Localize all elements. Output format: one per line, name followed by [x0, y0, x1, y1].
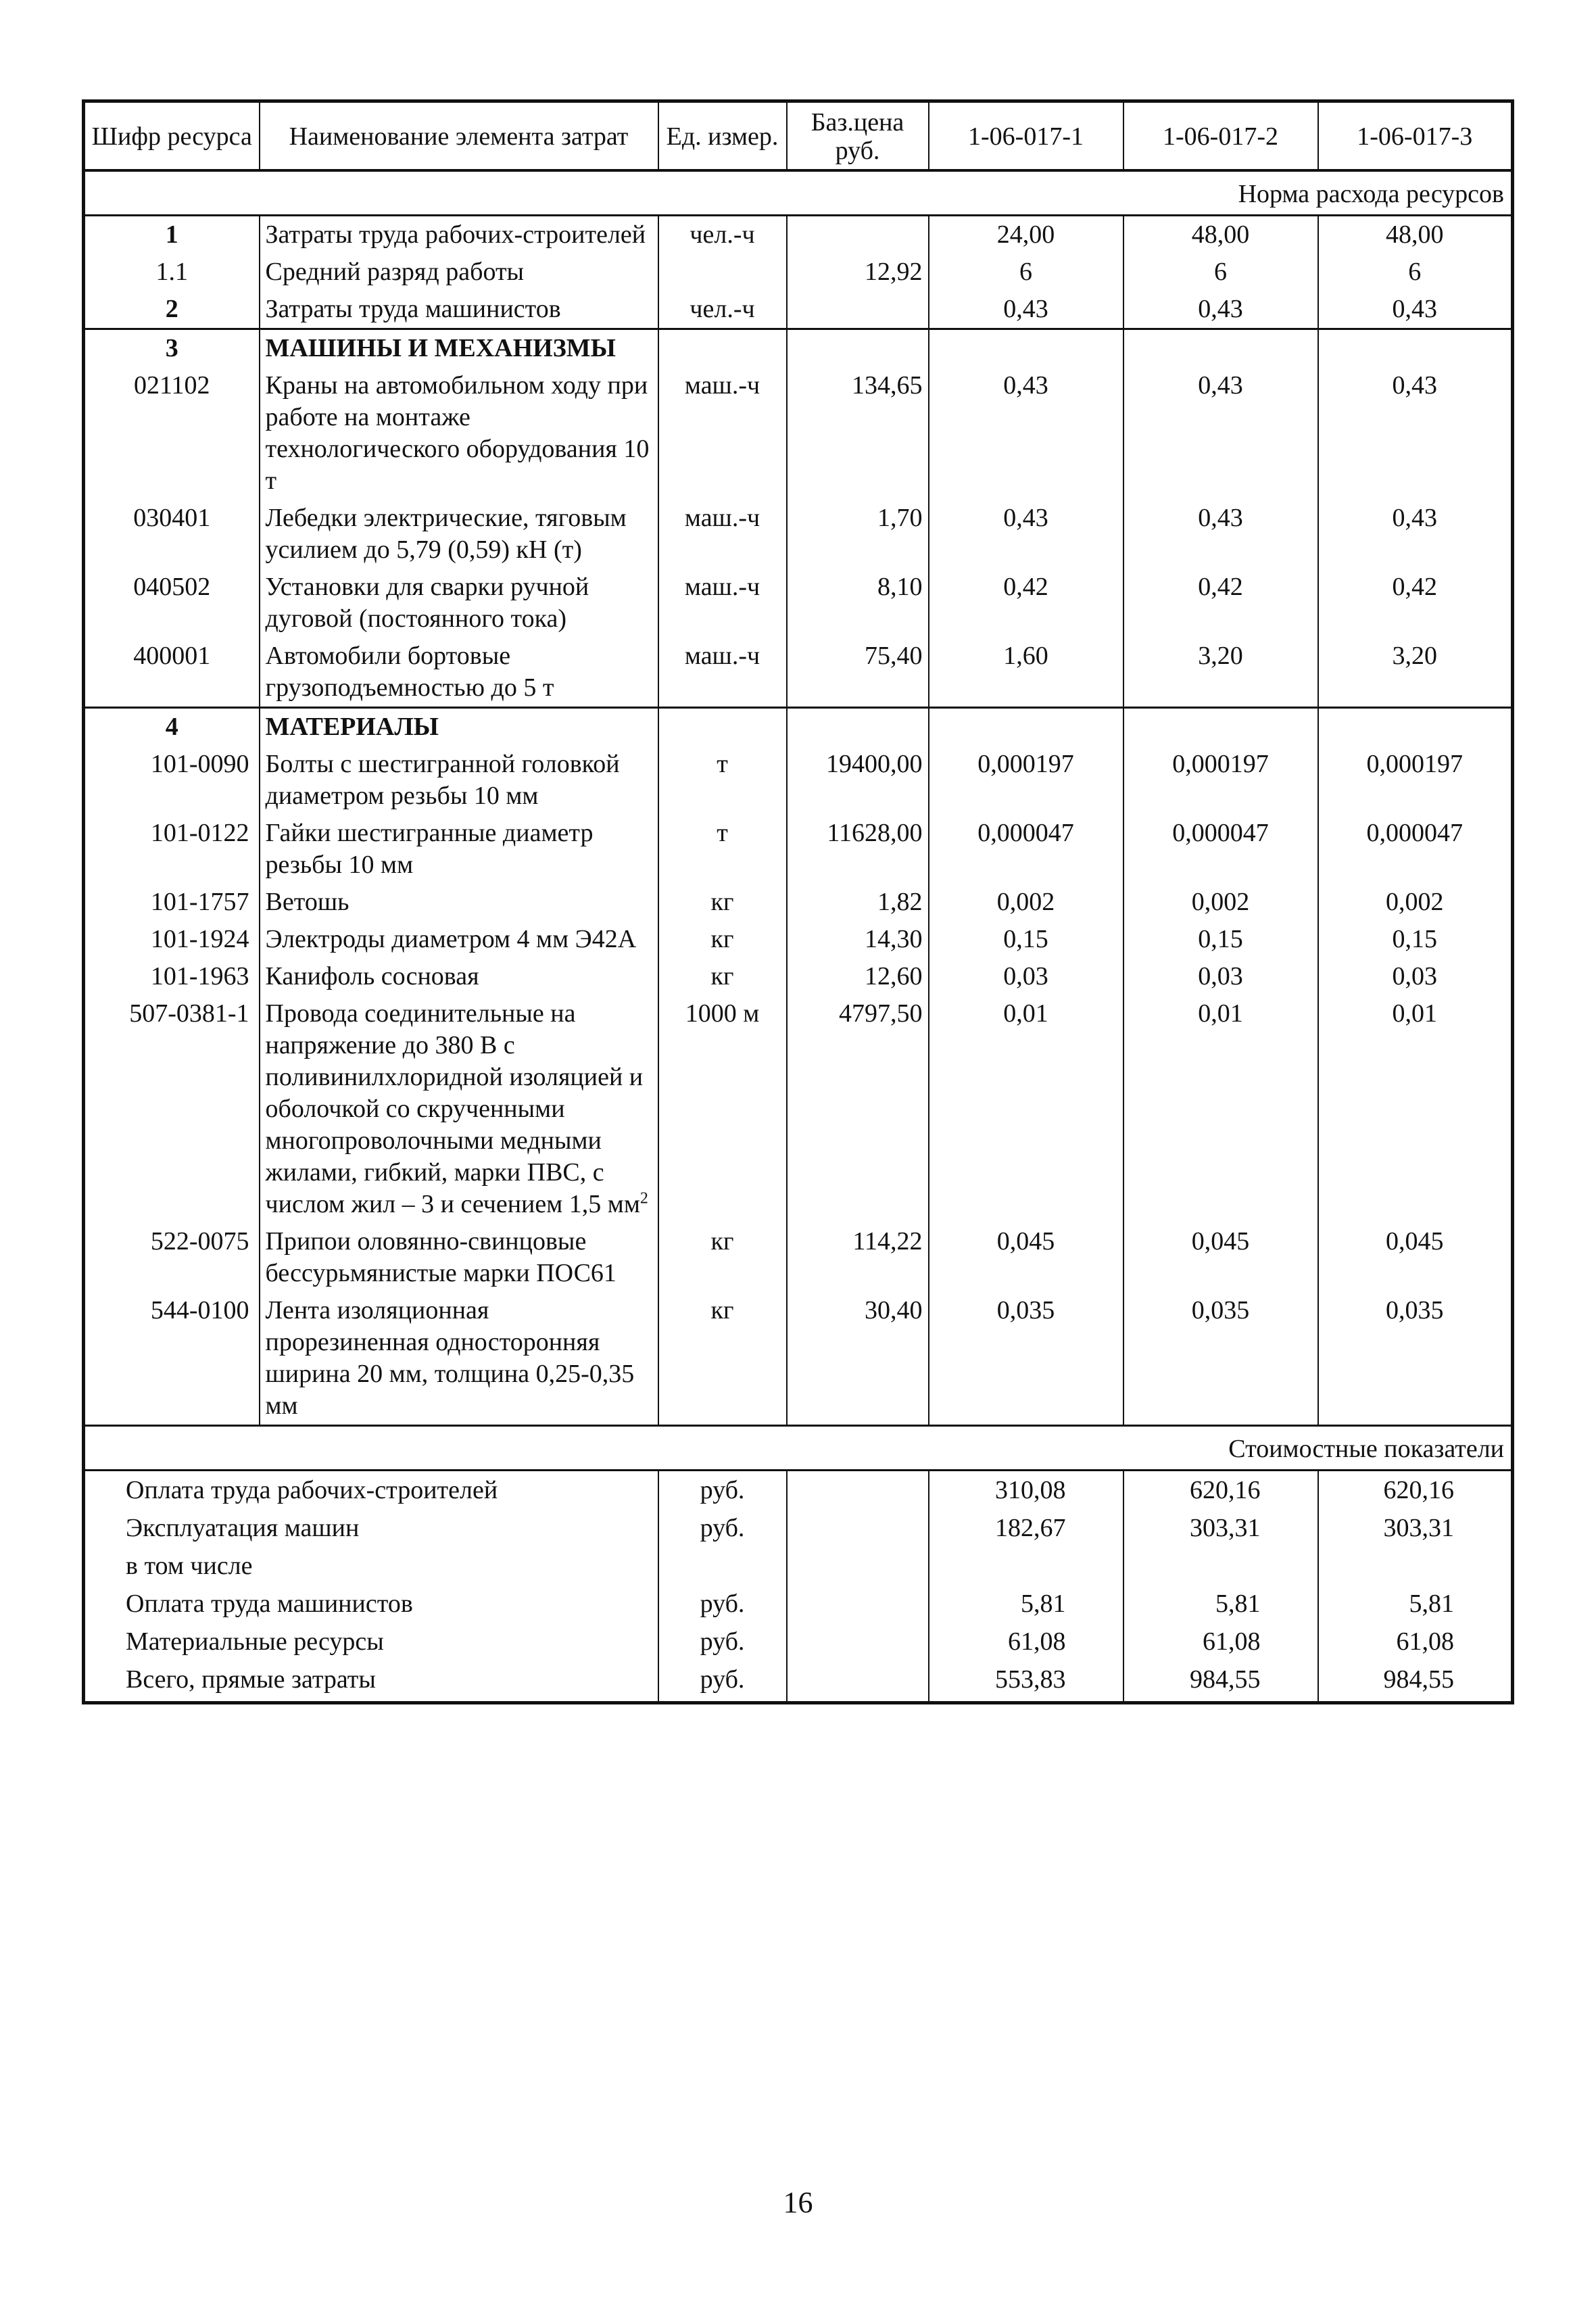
row-name [260, 995, 658, 1223]
header-price: Баз.цена руб. [787, 101, 929, 171]
row-name-text: Средний разряд работы [265, 258, 525, 286]
row-value-col1-text: 0,000047 [977, 819, 1074, 847]
table-row [84, 884, 1513, 921]
row-unit-text: кг [710, 888, 734, 916]
row-value-col2-text: 6 [1214, 258, 1227, 286]
row-name [260, 1292, 658, 1426]
cost-price-empty [787, 1547, 929, 1585]
row-unit-text: кг [710, 925, 734, 953]
row-unit [658, 638, 787, 708]
row-price-text: 114,22 [852, 1227, 923, 1256]
row-price [787, 921, 929, 958]
table-row [84, 569, 1513, 638]
row-value-col1 [929, 367, 1123, 500]
cost-value-col2 [1123, 1547, 1318, 1585]
row-value-col1-text: 0,01 [1003, 999, 1048, 1028]
row-code [84, 1292, 260, 1426]
row-name [260, 958, 658, 995]
row-price-text: 19400,00 [826, 750, 923, 778]
row-code [84, 254, 260, 291]
cost-value-col3: 5,81 [1318, 1585, 1513, 1623]
row-unit [658, 500, 787, 569]
row-value-col3-text: 48,00 [1386, 220, 1444, 249]
cost-row [84, 1585, 1513, 1623]
row-name [260, 500, 658, 569]
row-unit [658, 569, 787, 638]
row-price-text: 11628,00 [827, 819, 923, 847]
row-code [84, 995, 260, 1223]
table-row [84, 958, 1513, 995]
cost-value-col3: 984,55 [1318, 1661, 1513, 1703]
row-value-col3 [1318, 1223, 1513, 1292]
table-row [84, 329, 1513, 368]
row-code-text: 101-1963 [150, 962, 249, 991]
row-value-col3 [1318, 329, 1513, 368]
table-row [84, 638, 1513, 708]
row-code-text: 400001 [133, 642, 211, 670]
row-name [260, 291, 658, 329]
row-value-col2-text: 0,000047 [1172, 819, 1269, 847]
row-name-text: Припои оловянно-свинцовые бессурьмянистые марки ПОС61 [265, 1227, 616, 1287]
cost-unit: руб. [658, 1623, 787, 1661]
row-value-col3-text: 0,01 [1392, 999, 1437, 1028]
row-name-text: МАТЕРИАЛЫ [265, 713, 439, 741]
row-value-col1 [929, 216, 1123, 254]
row-price [787, 995, 929, 1223]
table-row [84, 216, 1513, 254]
row-value-col1 [929, 884, 1123, 921]
table-row [84, 1292, 1513, 1426]
row-price [787, 1292, 929, 1426]
row-code [84, 958, 260, 995]
row-unit-text: маш.-ч [684, 573, 760, 601]
cost-value-col2: 5,81 [1123, 1585, 1318, 1623]
cost-label: Всего, прямые затраты [84, 1661, 658, 1703]
row-unit-text: маш.-ч [684, 642, 760, 670]
row-value-col3-text: 0,43 [1392, 371, 1437, 400]
cost-row [84, 1471, 1513, 1510]
cost-price-empty [787, 1661, 929, 1703]
table-row [84, 815, 1513, 884]
row-unit [658, 367, 787, 500]
norm-band-row [84, 170, 1513, 216]
header-name: Наименование элемента затрат [260, 101, 658, 171]
row-value-col2 [1123, 1292, 1318, 1426]
row-value-col3-text: 0,000047 [1366, 819, 1463, 847]
row-code [84, 746, 260, 815]
cost-value-col3 [1318, 1547, 1513, 1585]
row-value-col3 [1318, 1292, 1513, 1426]
row-code [84, 216, 260, 254]
row-value-col3 [1318, 815, 1513, 884]
row-code-text: 507-0381-1 [129, 999, 249, 1028]
norm-band-label: Норма расхода ресурсов [84, 170, 1513, 216]
row-value-col1-text: 6 [1019, 258, 1032, 286]
row-code-text: 021102 [133, 371, 210, 400]
header-col2: 1-06-017-2 [1123, 101, 1318, 171]
row-code [84, 884, 260, 921]
row-value-col1 [929, 638, 1123, 708]
row-value-col1 [929, 708, 1123, 746]
row-value-col3-text: 0,43 [1392, 504, 1437, 532]
row-value-col3-text: 0,42 [1392, 573, 1437, 601]
row-value-col3-text: 0,002 [1386, 888, 1444, 916]
cost-label: Эксплуатация машин [84, 1509, 658, 1547]
row-unit [658, 815, 787, 884]
row-price [787, 815, 929, 884]
row-name [260, 815, 658, 884]
cost-label: Оплата труда машинистов [84, 1585, 658, 1623]
row-value-col1-text: 0,42 [1003, 573, 1048, 601]
row-unit [658, 884, 787, 921]
row-unit [658, 1223, 787, 1292]
row-value-col3 [1318, 958, 1513, 995]
row-value-col2-text: 0,43 [1198, 295, 1243, 323]
row-value-col3-text: 0,045 [1386, 1227, 1444, 1256]
row-value-col3-text: 6 [1408, 258, 1422, 286]
table-header-row [84, 101, 1513, 171]
row-code-text: 101-0090 [150, 750, 249, 778]
row-name-text: Провода соединительные на напряжение до 380 В с поливинилхлоридной изоляцией и оболочкой со скрученными многопроволочными медными жилами, гибкий, марки ПВС, с числом жил – 3 и сечением 1,5 мм [265, 999, 644, 1218]
row-price [787, 291, 929, 329]
table-row [84, 500, 1513, 569]
row-value-col2 [1123, 291, 1318, 329]
row-unit-text: т [717, 750, 728, 778]
cost-label: Оплата труда рабочих-строителей [84, 1471, 658, 1510]
header-unit: Ед. измер. [658, 101, 787, 171]
row-value-col2-text: 0,43 [1198, 371, 1243, 400]
row-code-text: 101-0122 [150, 819, 249, 847]
row-value-col1 [929, 815, 1123, 884]
cost-value-col1: 182,67 [929, 1509, 1123, 1547]
row-value-col2-text: 0,035 [1191, 1296, 1250, 1324]
row-code-text: 101-1924 [150, 925, 249, 953]
row-unit-text: чел.-ч [690, 295, 755, 323]
row-code [84, 569, 260, 638]
table-row [84, 291, 1513, 329]
row-value-col3-text: 0,43 [1392, 295, 1437, 323]
row-name [260, 329, 658, 368]
row-price [787, 746, 929, 815]
row-value-col1-text: 24,00 [996, 220, 1055, 249]
row-unit [658, 995, 787, 1223]
row-unit [658, 746, 787, 815]
row-code-text: 2 [165, 295, 178, 323]
row-value-col1 [929, 291, 1123, 329]
row-value-col1 [929, 500, 1123, 569]
row-value-col2-text: 0,002 [1191, 888, 1250, 916]
row-value-col2 [1123, 921, 1318, 958]
row-name [260, 746, 658, 815]
row-unit-text: кг [710, 1296, 734, 1324]
resource-norm-table [82, 99, 1514, 1704]
row-unit-text: 1000 м [685, 999, 760, 1028]
row-code-text: 1.1 [155, 258, 188, 286]
row-value-col2 [1123, 638, 1318, 708]
cost-price-empty [787, 1509, 929, 1547]
row-value-col3 [1318, 291, 1513, 329]
row-price-text: 14,30 [865, 925, 923, 953]
row-name-text: Затраты труда машинистов [265, 295, 561, 323]
row-code [84, 708, 260, 746]
row-value-col1 [929, 995, 1123, 1223]
cost-unit: руб. [658, 1509, 787, 1547]
row-value-col2 [1123, 569, 1318, 638]
row-value-col1-text: 0,002 [996, 888, 1055, 916]
row-name-text: Канифоль сосновая [265, 962, 479, 991]
cost-unit: руб. [658, 1585, 787, 1623]
cost-row [84, 1623, 1513, 1661]
row-code [84, 367, 260, 500]
row-price [787, 958, 929, 995]
row-price-text: 30,40 [865, 1296, 923, 1324]
cost-label: в том числе [84, 1547, 658, 1585]
cost-value-col2: 620,16 [1123, 1471, 1318, 1510]
row-price [787, 254, 929, 291]
row-value-col2 [1123, 254, 1318, 291]
row-value-col2 [1123, 367, 1318, 500]
row-price [787, 216, 929, 254]
row-code [84, 921, 260, 958]
row-name [260, 921, 658, 958]
row-price-text: 75,40 [865, 642, 923, 670]
cost-value-col3: 61,08 [1318, 1623, 1513, 1661]
row-name-text: Краны на автомобильном ходу при работе на монтаже технологического оборудования 10 т [265, 371, 650, 495]
header-col3: 1-06-017-3 [1318, 101, 1513, 171]
row-value-col3 [1318, 995, 1513, 1223]
cost-value-col2: 303,31 [1123, 1509, 1318, 1547]
row-code-text: 040502 [133, 573, 211, 601]
cost-value-col2: 984,55 [1123, 1661, 1318, 1703]
row-value-col2-text: 0,000197 [1172, 750, 1269, 778]
row-value-col1-text: 0,43 [1003, 504, 1048, 532]
row-unit [658, 958, 787, 995]
row-value-col2-text: 0,15 [1198, 925, 1243, 953]
row-price [787, 884, 929, 921]
table-row [84, 995, 1513, 1223]
row-price-text: 12,92 [865, 258, 923, 286]
row-code-text: 3 [165, 334, 178, 362]
cost-value-col1: 5,81 [929, 1585, 1123, 1623]
row-code-text: 030401 [133, 504, 211, 532]
row-value-col3-text: 0,000197 [1366, 750, 1463, 778]
cost-value-col1: 553,83 [929, 1661, 1123, 1703]
row-price-text: 1,70 [877, 504, 923, 532]
row-name [260, 569, 658, 638]
row-value-col2 [1123, 884, 1318, 921]
row-name [260, 884, 658, 921]
cost-value-col3: 620,16 [1318, 1471, 1513, 1510]
superscript: 2 [639, 1189, 648, 1208]
cost-unit: руб. [658, 1471, 787, 1510]
row-code [84, 291, 260, 329]
row-value-col3 [1318, 500, 1513, 569]
row-code-text: 544-0100 [150, 1296, 249, 1324]
row-value-col2 [1123, 708, 1318, 746]
row-unit [658, 1292, 787, 1426]
row-name-text: Установки для сварки ручной дуговой (постоянного тока) [265, 573, 589, 633]
row-price [787, 638, 929, 708]
cost-price-empty [787, 1623, 929, 1661]
row-value-col2 [1123, 329, 1318, 368]
row-price [787, 329, 929, 368]
row-name-text: Затраты труда рабочих-строителей [265, 220, 646, 249]
row-unit-text: кг [710, 962, 734, 991]
cost-value-col1 [929, 1547, 1123, 1585]
row-value-col3-text: 0,035 [1386, 1296, 1444, 1324]
row-value-col2-text: 0,045 [1191, 1227, 1250, 1256]
cost-value-col2: 61,08 [1123, 1623, 1318, 1661]
row-code [84, 815, 260, 884]
row-value-col3 [1318, 708, 1513, 746]
row-value-col1 [929, 1292, 1123, 1426]
row-unit [658, 254, 787, 291]
row-code [84, 638, 260, 708]
row-name-text: Лента изоляционная прорезиненная односторонняя ширина 20 мм, толщина 0,25-0,35 мм [265, 1296, 635, 1420]
row-code-text: 101-1757 [150, 888, 249, 916]
cost-row [84, 1509, 1513, 1547]
row-value-col2-text: 48,00 [1191, 220, 1250, 249]
row-unit [658, 216, 787, 254]
header-col1: 1-06-017-1 [929, 101, 1123, 171]
row-value-col1-text: 0,035 [996, 1296, 1055, 1324]
row-value-col2 [1123, 958, 1318, 995]
row-name-text: Электроды диаметром 4 мм Э42А [265, 925, 637, 953]
row-unit-text: маш.-ч [684, 504, 760, 532]
row-value-col2 [1123, 1223, 1318, 1292]
row-value-col1 [929, 254, 1123, 291]
row-value-col3-text: 3,20 [1392, 642, 1437, 670]
row-value-col1-text: 0,045 [996, 1227, 1055, 1256]
row-price-text: 134,65 [852, 371, 923, 400]
cost-row [84, 1547, 1513, 1585]
row-value-col2-text: 0,43 [1198, 504, 1243, 532]
row-price [787, 500, 929, 569]
row-unit-text: маш.-ч [684, 371, 760, 400]
row-unit-text: т [717, 819, 728, 847]
row-price [787, 367, 929, 500]
row-value-col1 [929, 1223, 1123, 1292]
row-value-col2 [1123, 500, 1318, 569]
row-price-text: 4797,50 [839, 999, 923, 1028]
row-value-col3 [1318, 638, 1513, 708]
row-value-col2 [1123, 746, 1318, 815]
row-unit [658, 329, 787, 368]
row-name [260, 367, 658, 500]
row-code [84, 329, 260, 368]
row-unit-text: чел.-ч [690, 220, 755, 249]
row-code [84, 500, 260, 569]
row-name [260, 708, 658, 746]
row-value-col1 [929, 921, 1123, 958]
row-value-col1 [929, 958, 1123, 995]
cost-label: Материальные ресурсы [84, 1623, 658, 1661]
row-value-col1-text: 0,15 [1003, 925, 1048, 953]
table-row [84, 921, 1513, 958]
row-name [260, 1223, 658, 1292]
row-value-col2 [1123, 815, 1318, 884]
row-value-col3 [1318, 254, 1513, 291]
row-code-text: 1 [165, 220, 178, 249]
row-name-text: Лебедки электрические, тяговым усилием до 5,79 (0,59) кН (т) [265, 504, 627, 564]
row-name-text: МАШИНЫ И МЕХАНИЗМЫ [265, 334, 616, 362]
row-value-col3 [1318, 216, 1513, 254]
row-value-col2-text: 0,42 [1198, 573, 1243, 601]
row-value-col3-text: 0,15 [1392, 925, 1437, 953]
row-price [787, 1223, 929, 1292]
cost-unit: руб. [658, 1661, 787, 1703]
cost-price-empty [787, 1585, 929, 1623]
row-price [787, 569, 929, 638]
row-value-col3 [1318, 921, 1513, 958]
row-name-text: Гайки шестигранные диаметр резьбы 10 мм [265, 819, 594, 879]
row-price [787, 708, 929, 746]
row-name-text: Ветошь [265, 888, 349, 916]
row-code [84, 1223, 260, 1292]
row-value-col3 [1318, 569, 1513, 638]
row-value-col1 [929, 746, 1123, 815]
row-name [260, 254, 658, 291]
row-unit [658, 708, 787, 746]
row-price-text: 1,82 [877, 888, 923, 916]
row-name [260, 216, 658, 254]
table-row [84, 367, 1513, 500]
row-value-col1 [929, 569, 1123, 638]
table-row [84, 1223, 1513, 1292]
row-value-col2-text: 3,20 [1198, 642, 1243, 670]
header-code: Шифр ресурса [84, 101, 260, 171]
table-row [84, 254, 1513, 291]
cost-price-empty [787, 1471, 929, 1510]
table-row [84, 708, 1513, 746]
row-unit [658, 921, 787, 958]
row-value-col1-text: 1,60 [1003, 642, 1048, 670]
row-name-text: Автомобили бортовые грузоподъемностью до 5 т [265, 642, 554, 702]
page-number: 16 [783, 2186, 813, 2219]
cost-value-col1: 61,08 [929, 1623, 1123, 1661]
cost-band-row [84, 1426, 1513, 1471]
row-value-col1 [929, 329, 1123, 368]
table-row [84, 746, 1513, 815]
cost-value-col3: 303,31 [1318, 1509, 1513, 1547]
row-value-col3 [1318, 884, 1513, 921]
row-price-text: 12,60 [865, 962, 923, 991]
row-unit [658, 291, 787, 329]
row-code-text: 4 [165, 713, 178, 741]
row-value-col3 [1318, 746, 1513, 815]
row-code-text: 522-0075 [150, 1227, 249, 1256]
cost-band-label: Стоимостные показатели [84, 1426, 1513, 1471]
cost-value-col1: 310,08 [929, 1471, 1123, 1510]
row-value-col2 [1123, 216, 1318, 254]
row-name-text: Болты с шестигранной головкой диаметром резьбы 10 мм [265, 750, 620, 810]
row-name [260, 638, 658, 708]
row-value-col2-text: 0,03 [1198, 962, 1243, 991]
row-value-col1-text: 0,43 [1003, 371, 1048, 400]
row-value-col3-text: 0,03 [1392, 962, 1437, 991]
row-value-col1-text: 0,43 [1003, 295, 1048, 323]
row-price-text: 8,10 [877, 573, 923, 601]
cost-row [84, 1661, 1513, 1703]
cost-unit [658, 1547, 787, 1585]
row-value-col1-text: 0,000197 [977, 750, 1074, 778]
row-value-col1-text: 0,03 [1003, 962, 1048, 991]
row-value-col2 [1123, 995, 1318, 1223]
row-unit-text: кг [710, 1227, 734, 1256]
row-value-col3 [1318, 367, 1513, 500]
row-value-col2-text: 0,01 [1198, 999, 1243, 1028]
